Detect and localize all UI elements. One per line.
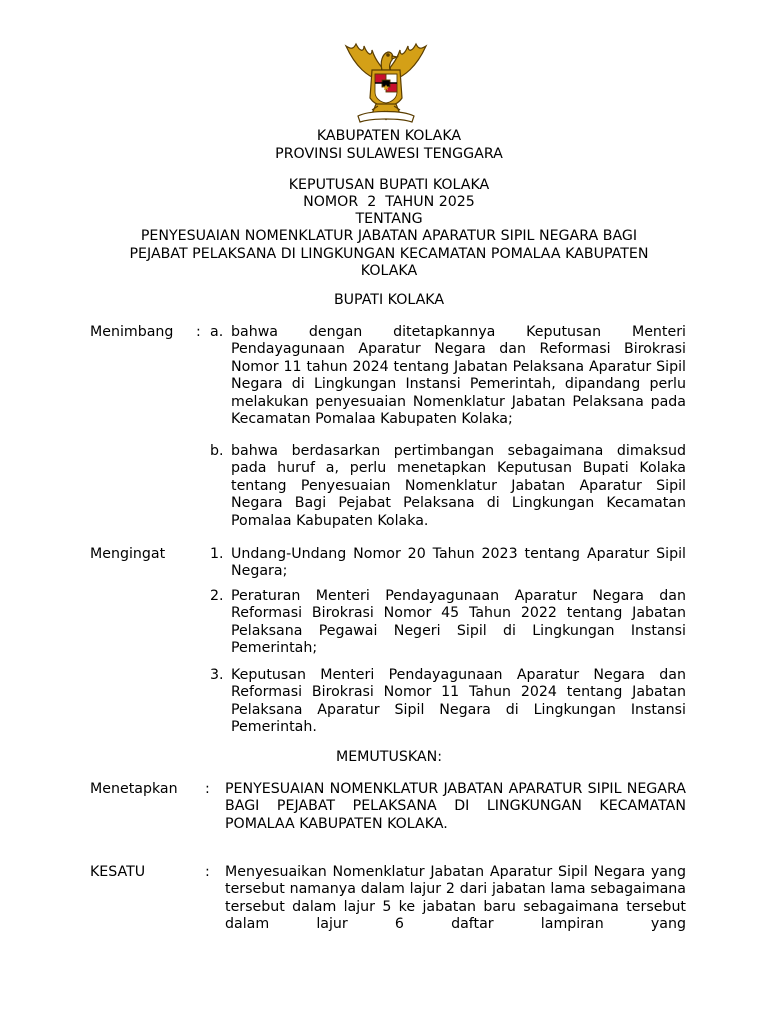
menimbang-a-text: bahwa dengan ditetapkannya Keputusan Menteri Pendayagunaan Aparatur Negara dan Reformasi Birokrasi Nomor 11 tahun 2024 tentang Jabatan Pelaksana Aparatur Sipil Negara di Lingkungan Instansi Pemerintah, dipandang perlu melakukan penyesuaian Nomenklatur Jabatan Pelaksana pada Kecamatan Pomalaa Kabupaten Kolaka; — [231, 324, 686, 428]
menimbang-colon: : — [196, 324, 201, 340]
mengingat-label: Mengingat — [90, 546, 166, 562]
menetapkan-label: Menetapkan — [90, 781, 178, 797]
decree-subject-line-3: KOLAKA — [360, 263, 418, 279]
mengingat-3-marker: 3. — [210, 667, 224, 683]
decree-number: NOMOR 2 TAHUN 2025 — [303, 194, 475, 210]
menimbang-b-marker: b. — [210, 443, 224, 459]
mengingat-2-text: Peraturan Menteri Pendayagunaan Aparatur Negara dan Reformasi Birokrasi Nomor 45 Tahun 2022 tentang Jabatan Pelaksana Pegawai Negeri Sipil di Lingkungan Instansi Pemerintah; — [231, 588, 686, 657]
decree-subject-line-2: PEJABAT PELAKSANA DI LINGKUNGAN KECAMATAN POMALAA KABUPATEN — [129, 246, 649, 262]
decree-subject-line-1: PENYESUAIAN NOMENKLATUR JABATAN APARATUR SIPIL NEGARA BAGI — [140, 228, 638, 244]
menetapkan-text: PENYESUAIAN NOMENKLATUR JABATAN APARATUR SIPIL NEGARA BAGI PEJABAT PELAKSANA DI LINGKUNGAN KECAMATAN POMALAA KABUPATEN KOLAKA. — [225, 781, 686, 832]
kesatu-text: Menyesuaikan Nomenklatur Jabatan Aparatur Sipil Negara yang tersebut namanya dalam lajur 2 dari jabatan lama sebagaimana tersebut dalam lajur 5 ke jabatan baru sebagaimana tersebut dalam lajur 6 daftar lampiran yang — [225, 864, 686, 933]
menimbang-b-text: bahwa berdasarkan pertimbangan sebagaimana dimaksud pada huruf a, perlu menetapkan Keputusan Bupati Kolaka tentang Penyesuaian Nomenklatur Jabatan Aparatur Sipil Negara Bagi Pejabat Pelaksana di Lingkungan Kecamatan Pomalaa Kabupaten Kolaka. — [231, 443, 686, 529]
kesatu-colon: : — [205, 864, 210, 880]
authority-heading: BUPATI KOLAKA — [333, 292, 445, 308]
decree-title: KEPUTUSAN BUPATI KOLAKA — [288, 177, 490, 193]
mengingat-3-text: Keputusan Menteri Pendayagunaan Aparatur Negara dan Reformasi Birokrasi Nomor 11 Tahun 2024 tentang Jabatan Pelaksana Aparatur Sipil Negara di Lingkungan Instansi Pemerintah. — [231, 667, 686, 736]
kesatu-label: KESATU — [90, 864, 146, 880]
garuda-emblem — [342, 40, 430, 126]
province-heading: PROVINSI SULAWESI TENGGARA — [275, 146, 503, 162]
memutuskan-heading: MEMUTUSKAN: — [335, 749, 443, 765]
regency-heading: KABUPATEN KOLAKA — [316, 128, 462, 144]
mengingat-1-marker: 1. — [210, 546, 224, 562]
decree-about: TENTANG — [355, 211, 423, 227]
menimbang-label: Menimbang — [90, 324, 174, 340]
mengingat-1-text: Undang-Undang Nomor 20 Tahun 2023 tentang Aparatur Sipil Negara; — [231, 546, 686, 580]
mengingat-2-marker: 2. — [210, 588, 224, 604]
menimbang-a-marker: a. — [210, 324, 224, 340]
menetapkan-colon: : — [205, 781, 210, 797]
